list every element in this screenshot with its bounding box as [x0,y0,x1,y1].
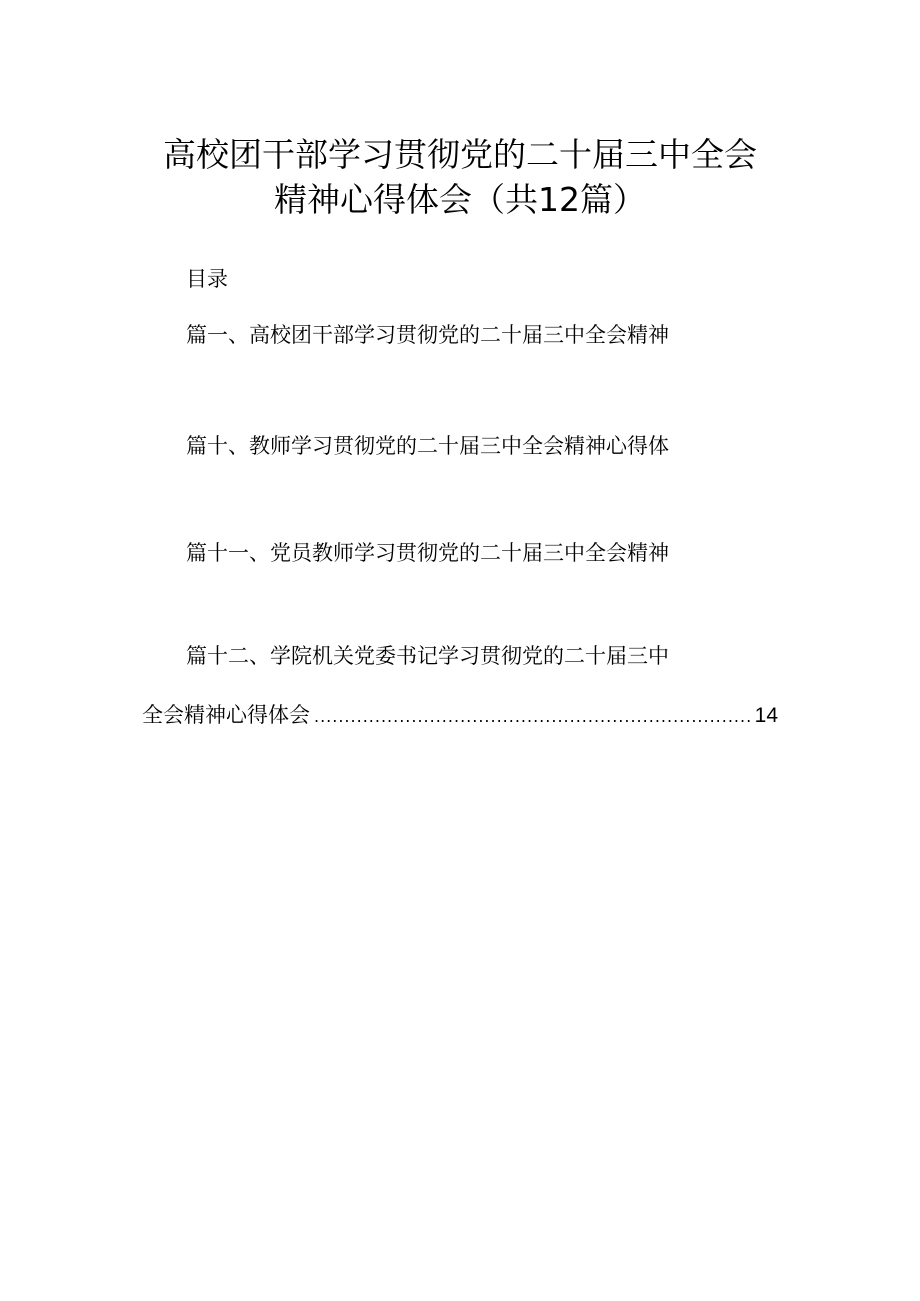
document-title-line2: 精神心得体会（共12篇） [274,180,646,219]
toc-entry-continuation[interactable] [142,700,778,732]
toc-dot-leader [314,702,751,732]
toc-entry[interactable]: 篇十、教师学习贯彻党的二十届三中全会精神心得体 [186,434,669,458]
toc-entry[interactable]: 篇一、高校团干部学习贯彻党的二十届三中全会精神 [186,323,669,347]
toc-heading: 目录 [186,267,228,291]
toc-entry[interactable]: 篇十二、学院机关党委书记学习贯彻党的二十届三中 [186,644,669,668]
toc-entry-continuation-text: 全会精神心得体会 [142,703,310,727]
document-title-line1: 高校团干部学习贯彻党的二十届三中全会 [163,135,757,174]
toc-page-number: 14 [754,704,778,727]
toc-entry[interactable]: 篇十一、党员教师学习贯彻党的二十届三中全会精神 [186,541,669,565]
